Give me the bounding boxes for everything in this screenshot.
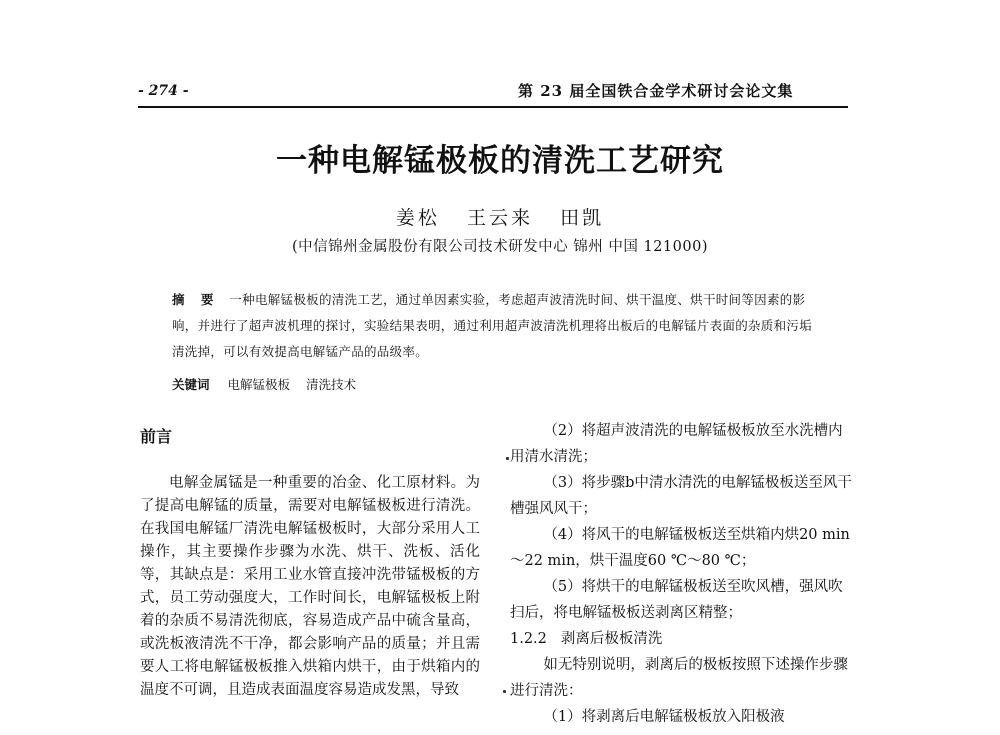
author-name: 田凯 — [560, 207, 605, 229]
running-header — [138, 80, 848, 108]
author-name: 王云来 — [466, 207, 533, 229]
subsection-heading — [510, 626, 855, 652]
keywords-label: 关键词 — [172, 377, 210, 392]
introduction-paragraph: 电解金属锰是一种重要的冶金、化工原材料。为了提高电解锰的质量，需要对电解锰极板进行清洗。在我国电解锰厂清洗电解锰极板时，大部分采用人工操作，其主要操作步骤为水洗、烘干、洗板、活化等，其缺点是：采用工业水管直接冲洗带锰极板的方式，员工劳动强度大，工作时间长，电解锰极板上附着的杂质不易清洗彻底，容易造成产品中硫含量高，或洗板液清洗不干净，都会影响产品的质量；并且需要人工将电解锰极板推入烘箱内烘干，由于烘箱内的温度不可调，且造成表面温度容易造成发黑，导致 — [140, 475, 480, 698]
scan-mark — [506, 457, 509, 460]
section-heading-introduction: 前言 — [140, 427, 173, 446]
keyword: 清洗技术 — [306, 377, 357, 392]
author-affiliation: (中信锦州金属股份有限公司技术研发中心 锦州 中国 121000) — [292, 239, 708, 255]
abstract-label: 摘 要 — [172, 292, 220, 307]
process-step: （2）将超声波清洗的电解锰极板放至水洗槽内用清水清洗； — [510, 423, 843, 465]
keyword: 电解锰极板 — [227, 377, 291, 392]
scan-mark — [503, 690, 506, 693]
paper-title: 一种电解锰极板的清洗工艺研究 — [276, 143, 724, 179]
abstract — [172, 287, 822, 365]
process-step: （4）将风干的电解锰极板送至烘箱内烘20 min～22 min，烘干温度60 ℃～80 ℃； — [510, 527, 850, 569]
left-column — [140, 425, 480, 702]
abstract-text: 一种电解锰极板的清洗工艺，通过单因素实验，考虑超声波清洗时间、烘干温度、烘干时间等因素的影响，并进行了超声波机理的探讨，实验结果表明，通过利用超声波清洗机理将出板后的电解锰片表面的杂质和污垢清洗掉，可以有效提高电解锰产品的品级率。 — [172, 292, 813, 359]
process-step: （5）将烘干的电解锰极板送至吹风槽，强风吹扫后，将电解锰极板送剥离区精整； — [510, 579, 843, 621]
proceedings-title: 第 23 届全国铁合金学术研讨会论文集 — [518, 82, 794, 100]
author-name: 姜松 — [395, 207, 440, 229]
subsection-number: 1.2.2 — [510, 631, 547, 647]
page-number: - 274 - — [138, 83, 189, 99]
process-step: （3）将步骤b中清水清洗的电解锰极板送至风干槽强风风干； — [510, 475, 852, 517]
right-column — [510, 418, 855, 730]
author-list — [0, 203, 1000, 230]
subsection-title: 剥离后极板清洗 — [560, 631, 663, 647]
keywords — [172, 372, 822, 398]
process-step: （1）将剥离后电解锰极板放入阳极液 — [543, 709, 785, 725]
subsection-intro: 如无特别说明，剥离后的极板按照下述操作步骤进行清洗： — [510, 657, 848, 699]
